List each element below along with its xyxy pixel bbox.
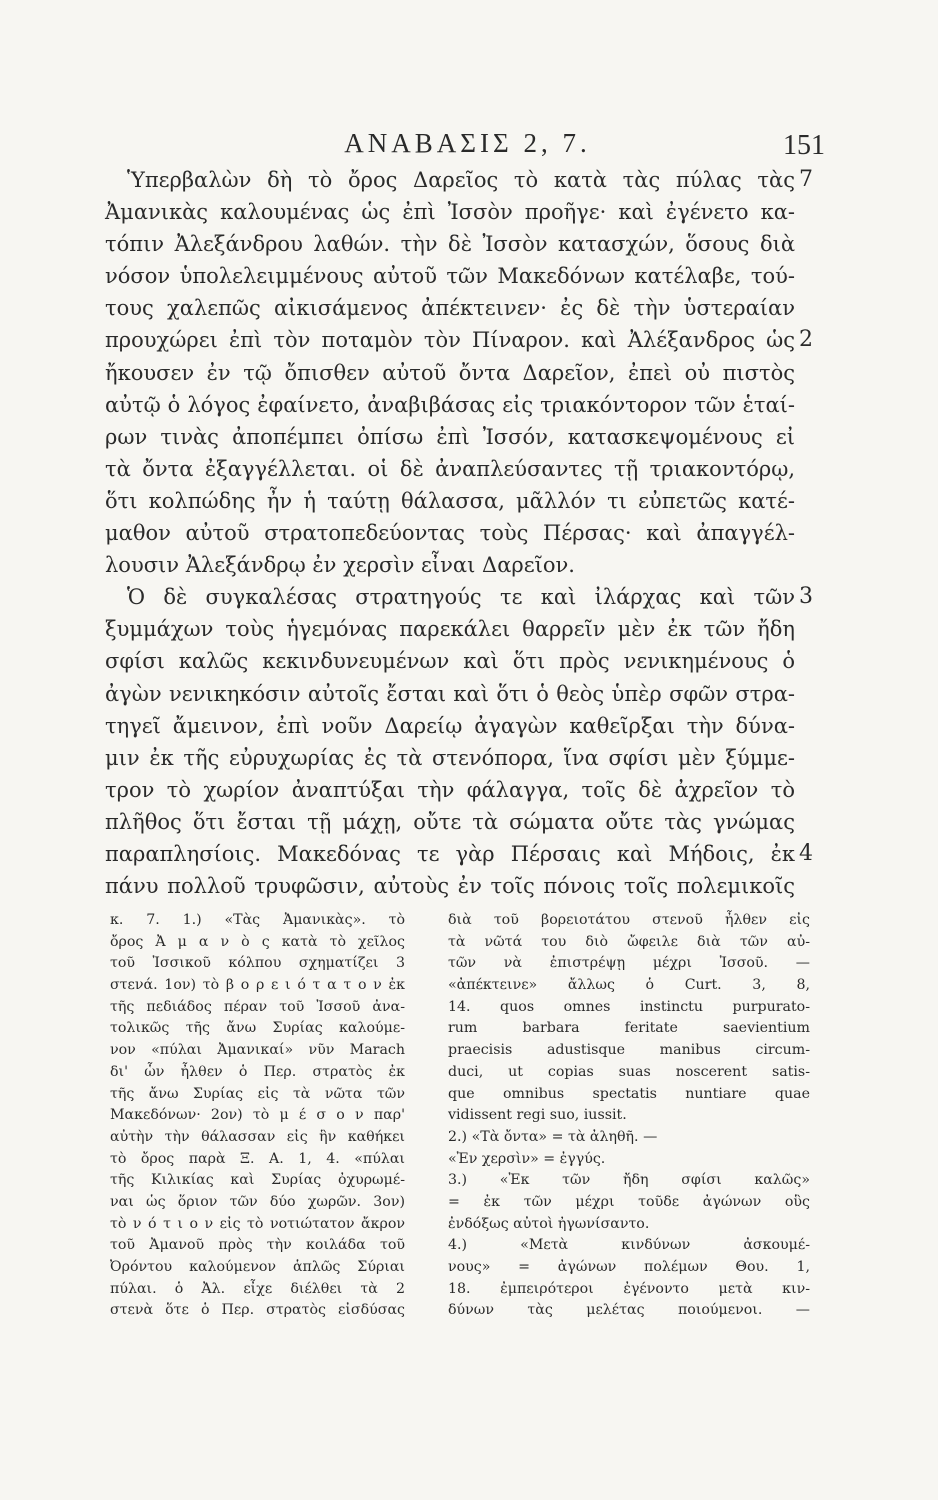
text-line: πλῆθος ὅτι ἔσται τῇ μάχῃ, οὔτε τὰ σώματα οὔτε τὰς γνώμας xyxy=(105,809,795,834)
note-line: 18. ἐμπειρότεροι ἐγένοντο μετὰ κιν- xyxy=(448,1280,810,1297)
note-line: 3.) «Ἐκ τῶν ἤδη σφίσι καλῶς» xyxy=(448,1172,810,1189)
text-line: Ὁ δὲ συγκαλέσας στρατηγούς τε καὶ ἰλάρχας καὶ τῶν 3 xyxy=(105,581,795,613)
section-number: 3 xyxy=(799,584,813,610)
note-line: praecisis adustisque manibus circum- xyxy=(448,1042,810,1059)
footnotes xyxy=(110,910,810,1350)
note-line: = ἐκ τῶν μέχρι τοῦδε ἀγώνων οὓς xyxy=(448,1193,810,1210)
note-line: αὐτὴν τὴν θάλασσαν εἰς ἣν καθήκει xyxy=(110,1128,405,1145)
footnotes-left-column xyxy=(110,910,405,1322)
text-line: τους χαλεπῶς αἰκισάμενος ἀπέκτεινεν· ἐς δὲ τὴν ὑστεραίαν xyxy=(105,296,795,321)
text-line: τρον τὸ χωρίον ἀναπτύξαι τὴν φάλαγγα, τοῖς δὲ ἀχρεῖον τὸ xyxy=(105,777,795,802)
text-line: ἀγὼν νενικηκόσιν αὐτοῖς ἔσται καὶ ὅτι ὁ θεὸς ὑπὲρ σφῶν στρα- xyxy=(105,681,795,706)
text-line: πάνυ πολλοῦ τρυφῶσιν, αὐτοὺς ἐν τοῖς πόνοις τοῖς πολεμικοῖς xyxy=(105,874,795,899)
note-line: νον «πύλαι Ἀμανικαί» νῦν Marach xyxy=(110,1042,405,1059)
note-line: «ἀπέκτεινε» ἄλλως ὁ Curt. 3, 8, xyxy=(448,977,810,994)
note-line: στενὰ ὅτε ὁ Περ. στρατὸς εἰσδύσας xyxy=(110,1302,405,1319)
note-line: τοῦ Ἀμανοῦ πρὸς τὴν κοιλάδα τοῦ xyxy=(110,1237,405,1254)
text-line: προυχώρει ἐπὶ τὸν ποταμὸν τὸν Πίναρον. καὶ Ἀλέξανδρος ὡς 2 xyxy=(105,324,795,356)
text-line: τόπιν Ἀλεξάνδρου λαθών. τὴν δὲ Ἰσσὸν κατασχών, ὅσους διὰ xyxy=(105,232,795,257)
note-line: «Ἐν χερσὶν» = ἐγγύς. xyxy=(448,1150,606,1167)
note-line: τὸ ν ό τ ι ο ν εἰς τὸ νοτιώτατον ἄκρον xyxy=(110,1215,405,1232)
main-text xyxy=(105,164,813,902)
section-number: 4 xyxy=(799,840,813,866)
running-title: ΑΝΑΒΑΣΙΣ 2, 7. xyxy=(344,128,591,158)
text-line: Ὑπερβαλὼν δὴ τὸ ὄρος Δαρεῖος τὸ κατὰ τὰς πύλας τὰς 7 xyxy=(105,164,795,196)
section-number: 7 xyxy=(799,167,813,192)
note-line: τὰ νῶτά του διὸ ὤφειλε διὰ τῶν αὐ- xyxy=(448,933,810,950)
note-line: τῆς Κιλικίας καὶ Συρίας ὀχυρωμέ- xyxy=(110,1172,405,1189)
note-line: 2.) «Τὰ ὄντα» = τὰ ἀληθῆ. — xyxy=(448,1128,658,1145)
page-header xyxy=(110,128,825,168)
note-line: κ. 7. 1.) «Τὰς Ἀμανικὰς». τὸ xyxy=(110,912,405,928)
note-line: 4.) «Μετὰ κινδύνων ἀσκουμέ- xyxy=(448,1237,810,1254)
page-number: 151 xyxy=(783,130,825,161)
note-line: 14. quos omnes instinctu purpurato- xyxy=(448,998,810,1015)
note-line: δι' ὧν ἦλθεν ὁ Περ. στρατὸς ἐκ xyxy=(110,1063,405,1080)
note-line: Ὀρόντου καλούμενον ἁπλῶς Σύριαι xyxy=(110,1259,405,1275)
text-line: τηγεῖ ἄμεινον, ἐπὶ νοῦν Δαρείῳ ἀγαγὼν καθεῖρξαι τὴν δύνα- xyxy=(105,713,795,738)
text-line: μιν ἐκ τῆς εὐρυχωρίας ἐς τὰ στενόπορα, ἵνα σφίσι μὲν ξύμμε- xyxy=(105,745,795,770)
text-line: αὐτῷ ὁ λόγος ἐφαίνετο, ἀναβιβάσας εἰς τριακόντορον τῶν ἑταί- xyxy=(105,392,795,417)
note-line: τοῦ Ἰσσικοῦ κόλπου σχηματίζει 3 xyxy=(110,955,405,972)
text-line: ὅτι κολπώδης ἦν ἡ ταύτῃ θάλασσα, μᾶλλόν τι εὐπετῶς κατέ- xyxy=(105,488,795,513)
footnotes-right-column xyxy=(448,910,810,1322)
note-line: τῆς ἄνω Συρίας εἰς τὰ νῶτα τῶν xyxy=(110,1085,405,1102)
note-line: ὄρος Ἀ μ α ν ὸ ς κατὰ τὸ χεῖλος xyxy=(110,933,405,950)
note-line: rum barbara feritate saevientium xyxy=(448,1020,810,1037)
text-line: σφίσι καλῶς κεκινδυνευμένων καὶ ὅτι πρὸς νενικημένους ὁ xyxy=(105,649,795,674)
note-line: vidissent regi suo, iussit. xyxy=(448,1107,627,1124)
note-line: διὰ τοῦ βορειοτάτου στενοῦ ἦλθεν εἰς xyxy=(448,912,810,928)
text-line: ἤκουσεν ἐν τῷ ὄπισθεν αὐτοῦ ὄντα Δαρεῖον, ἐπεὶ οὐ πιστὸς xyxy=(105,360,795,385)
text-line: ξυμμάχων τοὺς ἡγεμόνας παρεκάλει θαρρεῖν μὲν ἐκ τῶν ἤδη xyxy=(105,617,795,642)
text-line: τὰ ὄντα ἐξαγγέλλεται. οἱ δὲ ἀναπλεύσαντες τῇ τριακοντόρῳ, xyxy=(105,456,795,481)
note-line: στενά. 1ον) τὸ β ο ρ ε ι ό τ α τ ο ν ἐκ xyxy=(110,977,405,994)
note-line: duci, ut copias suas noscerent satis- xyxy=(448,1063,810,1080)
note-line: que omnibus spectatis nuntiare quae xyxy=(448,1085,810,1102)
note-line: πύλαι. ὁ Ἀλ. εἶχε διέλθει τὰ 2 xyxy=(110,1280,405,1297)
note-line: τολικῶς τῆς ἄνω Συρίας καλούμε- xyxy=(110,1020,405,1037)
text-line: μαθον αὐτοῦ στρατοπεδεύοντας τοὺς Πέρσας· καὶ ἀπαγγέλ- xyxy=(105,521,795,546)
section-number: 2 xyxy=(799,327,813,353)
note-line: Μακεδόνων· 2ον) τὸ μ έ σ ο ν παρ' xyxy=(110,1107,405,1124)
note-line: νους» = ἀγώνων πολέμων Θου. 1, xyxy=(448,1259,810,1275)
text-line: λουσιν Ἀλεξάνδρῳ ἐν χερσὶν εἶναι Δαρεῖον. xyxy=(105,553,575,578)
text-line: ρων τινὰς ἀποπέμπει ὀπίσω ἐπὶ Ἰσσόν, κατασκεψομένους εἰ xyxy=(105,424,795,449)
note-line: τῆς πεδιάδος πέραν τοῦ Ἰσσοῦ ἀνα- xyxy=(110,998,405,1015)
text-line: νόσον ὑπολελειμμένους αὐτοῦ τῶν Μακεδόνων κατέλαβε, τού- xyxy=(105,264,795,289)
note-line: ναι ὡς ὅριον τῶν δύο χωρῶν. 3ον) xyxy=(110,1193,405,1210)
note-line: δύνων τὰς μελέτας ποιούμενοι. — xyxy=(448,1302,810,1319)
note-line: τῶν νὰ ἐπιστρέψῃ μέχρι Ἰσσοῦ. — xyxy=(448,955,810,972)
note-line: ἐνδόξως αὐτοὶ ἠγωνίσαντο. xyxy=(448,1215,650,1232)
text-line: παραπλησίοις. Μακεδόνας τε γὰρ Πέρσαις καὶ Μήδοις, ἐκ 4 xyxy=(105,838,795,870)
note-line: τὸ ὄρος παρὰ Ξ. Α. 1, 4. «πύλαι xyxy=(110,1150,405,1167)
text-line: Ἀμανικὰς καλουμένας ὡς ἐπὶ Ἰσσὸν προῆγε· καὶ ἐγένετο κα- xyxy=(105,200,795,225)
